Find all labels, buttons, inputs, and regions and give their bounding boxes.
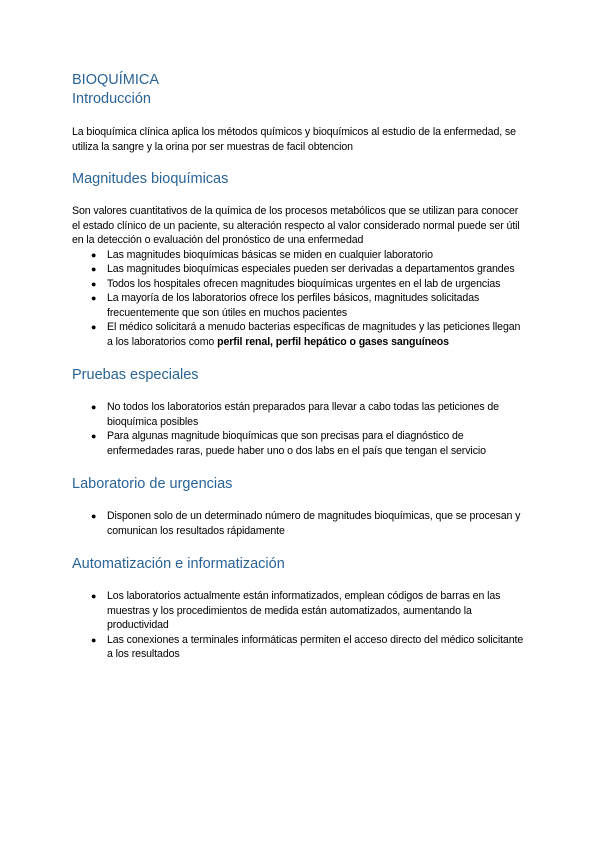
section-heading-pruebas: Pruebas especiales [72, 367, 199, 383]
list-item: ● El médico solicitará a menudo bacterias específicas de magnitudes y las peticiones llegan a los laboratorios como perfil renal, perfil hepático o gases sanguíneos [91, 321, 521, 348]
list-item: ● Los laboratorios actualmente están informatizados, emplean códigos de barras en las muestras y los procedimientos de medida están automatizados, aumentando la productividad [91, 590, 501, 631]
list-item: ● Todos los hospitales ofrecen magnitudes bioquímicas urgentes en el lab de urgencias [91, 277, 501, 290]
list-item: ● Las magnitudes bioquímicas especiales pueden ser derivadas a departamentos grandes [91, 263, 515, 275]
bullet-icon: ● [91, 402, 97, 412]
bullet-icon: ● [91, 293, 97, 303]
section-heading-automatizacion: Automatización e informatización [72, 556, 285, 572]
section-heading-introduccion: Introducción [72, 91, 151, 107]
section-heading-magnitudes: Magnitudes bioquímicas [72, 171, 229, 187]
bullet-icon: ● [91, 591, 97, 601]
bold-text: perfil renal, perfil hepático o gases sanguíneos [217, 335, 449, 348]
automatizacion-list [72, 589, 528, 662]
list-item: ● Para algunas magnitude bioquímicas que son precisas para el diagnóstico de enfermedades raras, puede haber uno o dos labs en el país que tengan el servicio [91, 430, 486, 457]
list-item: ● Disponen solo de un determinado número de magnitudes bioquímicas, que se procesan y comunican los resultados rápidamente [91, 510, 521, 537]
bullet-icon: ● [91, 511, 97, 521]
list-item: ● Las conexiones a terminales informáticas permiten el acceso directo del médico solicitante a los resultados [91, 633, 524, 660]
bullet-icon: ● [91, 278, 97, 289]
document-page [72, 72, 528, 662]
list-item: ● Las magnitudes bioquímicas básicas se miden en cualquier laboratorio [91, 248, 433, 261]
intro-paragraph: La bioquímica clínica aplica los métodos químicos y bioquímicos al estudio de la enfermedad, se utiliza la sangre y la orina por ser muestras de facil obtencion [72, 126, 516, 153]
urgencias-list [72, 509, 528, 538]
magnitudes-paragraph: Son valores cuantitativos de la química de los procesos metabólicos que se utilizan para conocer el estado clínico de un paciente, su alteración respecto al valor considerado normal puede ser útil en la detección o evaluación del pronóstico de una enfermedad [72, 205, 520, 246]
bullet-icon: ● [91, 264, 97, 274]
document-title: BIOQUÍMICA [72, 72, 160, 88]
bullet-icon: ● [91, 431, 97, 441]
list-item: ● La mayoría de los laboratorios ofrece los perfiles básicos, magnitudes solicitadas frecuentemente que son útiles en muchos pacientes [91, 292, 480, 319]
bullet-icon: ● [91, 322, 97, 332]
pruebas-list [72, 400, 528, 458]
magnitudes-list [72, 248, 528, 350]
bullet-icon: ● [91, 249, 97, 260]
bullet-icon: ● [91, 634, 97, 645]
list-item: ● No todos los laboratorios están preparados para llevar a cabo todas las peticiones de bioquímica posibles [91, 401, 499, 428]
section-heading-urgencias: Laboratorio de urgencias [72, 476, 233, 492]
